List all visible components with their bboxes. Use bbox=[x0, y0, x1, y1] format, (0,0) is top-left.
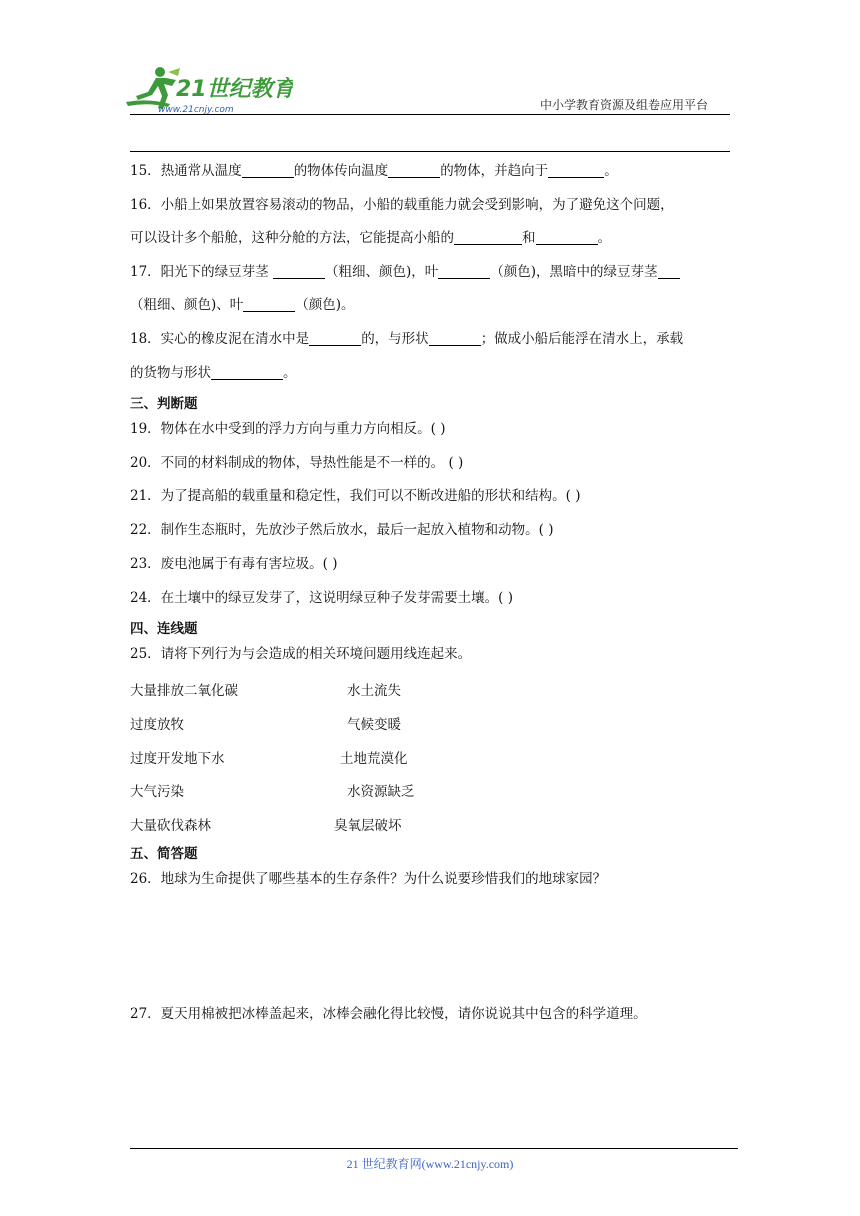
blank[interactable] bbox=[273, 264, 325, 279]
question-15: 15．热通常从温度 的物体传向温度 的物体，并趋向于 。 bbox=[130, 163, 618, 179]
section-title-short-answer: 五、简答题 bbox=[130, 846, 198, 862]
question-23: 23．废电池属于有毒有害垃圾。( ) bbox=[130, 556, 338, 572]
match-right-item[interactable]: 土地荒漠化 bbox=[340, 751, 408, 767]
question-25: 25．请将下列行为与会造成的相关环境问题用线连起来。 bbox=[130, 646, 472, 662]
footer-text[interactable]: 21 世纪教育网(www.21cnjy.com) bbox=[346, 1157, 514, 1171]
blank[interactable] bbox=[658, 264, 680, 279]
question-19: 19．物体在水中受到的浮力方向与重力方向相反。( ) bbox=[130, 421, 446, 437]
question-26: 26．地球为生命提供了哪些基本的生存条件？为什么说要珍惜我们的地球家园？ bbox=[130, 871, 607, 887]
platform-name: 中小学教育资源及组卷应用平台 bbox=[540, 98, 709, 112]
logo-url: www.21cnjy.com bbox=[158, 105, 234, 115]
blank[interactable] bbox=[211, 365, 283, 380]
question-17-line2: （粗细、颜色)、叶 （颜色)。 bbox=[130, 297, 355, 313]
question-21: 21．为了提高船的载重量和稳定性，我们可以不断改进船的形状和结构。( ) bbox=[130, 488, 581, 504]
match-right-item[interactable]: 气候变暖 bbox=[347, 717, 401, 733]
header-divider-thin bbox=[130, 114, 730, 115]
header-divider bbox=[130, 151, 730, 152]
site-logo bbox=[118, 62, 293, 116]
question-17-line1: 17．阳光下的绿豆芽茎 （粗细、颜色)，叶 （颜色)，黑暗中的绿豆芽茎 bbox=[130, 263, 680, 281]
match-right-item[interactable]: 水土流失 bbox=[347, 683, 401, 699]
footer-divider bbox=[130, 1148, 738, 1149]
match-left-item[interactable]: 大量砍伐森林 bbox=[130, 818, 211, 834]
blank[interactable] bbox=[388, 163, 440, 178]
match-left-item[interactable]: 大量排放二氧化碳 bbox=[130, 683, 238, 699]
blank[interactable] bbox=[438, 264, 490, 279]
question-18-line1: 18．实心的橡皮泥在清水中是 的，与形状 ；做成小船后能浮在清水上，承载 bbox=[130, 331, 684, 347]
section-title-judgement: 三、判断题 bbox=[130, 396, 198, 412]
question-27: 27．夏天用棉被把冰棒盖起来，冰棒会融化得比较慢，请你说说其中包含的科学道理。 bbox=[130, 1006, 647, 1022]
question-24: 24．在土壤中的绿豆发芽了，这说明绿豆种子发芽需要土壤。( ) bbox=[130, 590, 514, 606]
blank[interactable] bbox=[548, 163, 604, 178]
question-20: 20．不同的材料制成的物体，导热性能是不一样的。 ( ) bbox=[130, 455, 464, 471]
logo-text: 21世纪教育 bbox=[176, 77, 293, 102]
match-left-item[interactable]: 过度开发地下水 bbox=[130, 751, 225, 767]
question-16-line2: 可以设计多个船舱，这种分舱的方法，它能提高小船的 和 。 bbox=[130, 230, 611, 246]
blank[interactable] bbox=[536, 230, 598, 245]
question-22: 22．制作生态瓶时，先放沙子然后放水，最后一起放入植物和动物。( ) bbox=[130, 522, 554, 538]
match-left-item[interactable]: 过度放牧 bbox=[130, 717, 184, 733]
match-right-item[interactable]: 臭氧层破坏 bbox=[334, 818, 402, 834]
blank[interactable] bbox=[242, 163, 294, 178]
section-title-matching: 四、连线题 bbox=[130, 621, 198, 637]
blank[interactable] bbox=[243, 297, 295, 312]
match-right-item[interactable]: 水资源缺乏 bbox=[347, 784, 415, 800]
blank[interactable] bbox=[429, 331, 481, 346]
match-left-item[interactable]: 大气污染 bbox=[130, 784, 184, 800]
blank[interactable] bbox=[454, 230, 522, 245]
question-18-line2: 的货物与形状 。 bbox=[130, 365, 297, 381]
blank[interactable] bbox=[309, 331, 361, 346]
question-16-line1: 16．小船上如果放置容易滚动的物品，小船的载重能力就会受到影响，为了避免这个问题， bbox=[130, 197, 674, 213]
